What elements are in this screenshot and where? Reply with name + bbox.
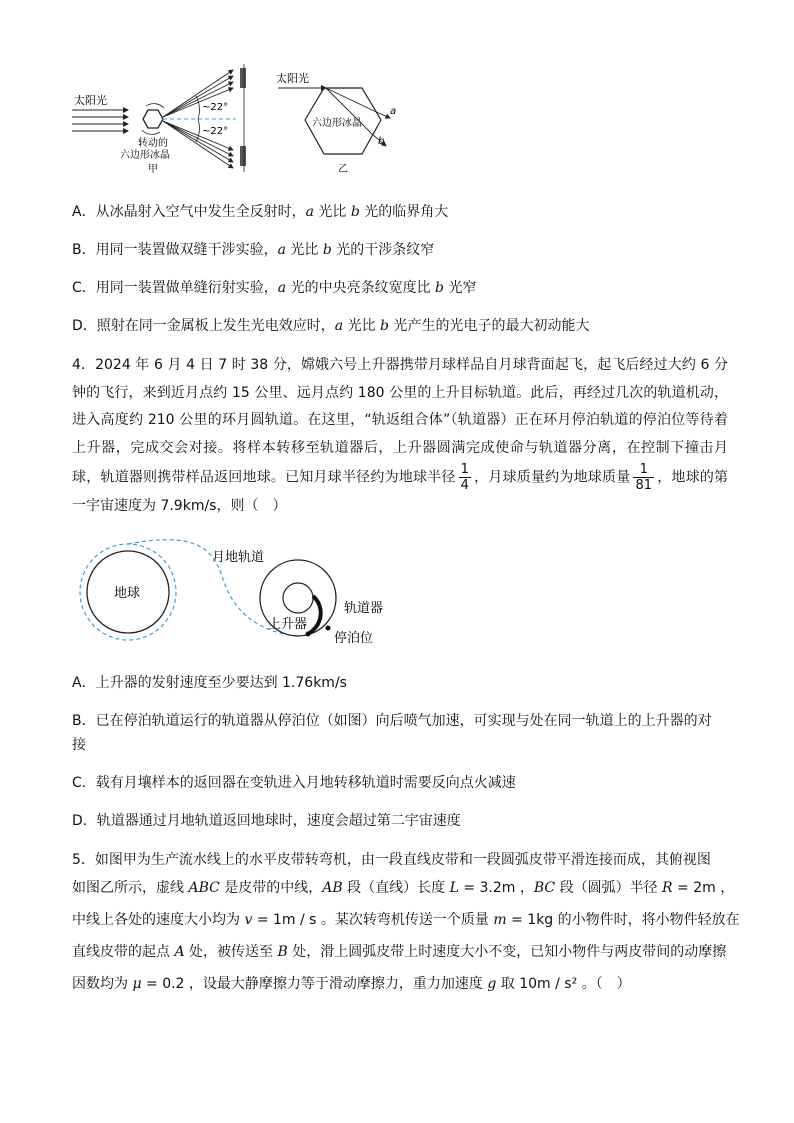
orbiter-label: 轨道器	[344, 601, 384, 616]
q4-option-c[interactable]: C．载有月壤样本的返回器在变轨进入月地转移轨道时需要反向点火减速	[72, 775, 516, 791]
ascender-label: 上升器	[268, 617, 308, 632]
rotating-hexagon-crystal	[143, 110, 163, 128]
fig1-sunlight-label-right: 太阳光	[276, 72, 309, 85]
fig1-angle-bottom: ~22°	[202, 126, 229, 137]
q5-line-1: 5．如图甲为生产流水线上的水平皮带转弯机，由一段直线皮带和一段圆弧皮带平滑连接而成，其俯视图	[72, 852, 711, 868]
q3-option-b[interactable]: B．用同一装置做双缝干涉实验，a 光比 b 光的干涉条纹窄	[72, 242, 435, 258]
q4-option-b-line1[interactable]: B．已在停泊轨道运行的轨道器从停泊位（如图）向后喷气加速，可实现与处在同一轨道上的上升器的对	[72, 713, 712, 729]
earth-label: 地球	[114, 586, 141, 601]
q4-option-d[interactable]: D．轨道器通过月地轨道返回地球时，速度会超过第二宇宙速度	[72, 813, 461, 829]
transfer-orbit-label: 月地轨道	[212, 550, 265, 565]
fig1-crystal-label-1: 转动的	[138, 138, 168, 149]
fig1-caption-jia: 甲	[148, 164, 158, 175]
figure-earth-moon-orbit	[72, 536, 412, 654]
q3-option-a[interactable]: A．从冰晶射入空气中发生全反射时，a 光比 b 光的临界角大	[72, 204, 449, 220]
fraction-one-quarter: $\frac{1}{4}$	[460, 462, 469, 493]
parking-label: 停泊位	[334, 631, 374, 646]
q4-option-a[interactable]: A．上升器的发射速度至少要达到 1.76km/s	[72, 675, 347, 691]
fig1-crystal-label-2: 六边形冰晶	[120, 150, 170, 161]
fig1-ray-a: a	[390, 106, 397, 117]
q5-line-3: 中线上各处的速度大小均为 v = 1m / s 。某次转弯机传送一个质量 m = 1kg 的小物件时，将小物件轻放在	[72, 912, 740, 928]
figure-ice-crystal	[68, 62, 408, 182]
ascender-trajectory	[308, 596, 321, 634]
q3-option-c[interactable]: C．用同一装置做单缝衍射实验，a 光的中央亮条纹宽度比 b 光窄	[72, 280, 477, 296]
fig1-crystal-label-right: 六边形冰晶	[312, 118, 362, 129]
fig1-sunlight-label-left: 太阳光	[74, 94, 107, 107]
q5-line-4: 直线皮带的起点 A 处，被传送至 B 处，滑上圆弧皮带上时速度大小不变，已知小物件与两皮带间的动摩擦	[72, 944, 727, 960]
fig1-caption-yi: 乙	[338, 164, 348, 175]
fig1-angle-top: ~22°	[202, 102, 229, 113]
q4-stem: 4．2024 年 6 月 4 日 7 时 38 分，嫦娥六号上升器携带月球样品自月球背面起飞，起飞后经过大约 6 分钟的飞行，来到近月点约 15 公里、远月点约 180 公里的上升目标轨道。此后，再经过几次的轨道机动，进入高度约 210 公里的环月圆轨道。在这里，“轨返组合体”（轨道器）正在环月停泊轨道的停泊位等待着上升器，完成交会对接。将样本转移至轨道器后，上升器圆满完成使命与轨道器分离，在控制下撞击月球，轨道器则携带样品返回地球。已知月球半径约为地球半径 $\frac{1}{4}$ ，月球质量约为地球质量 $\frac{1}{81}$ ，地球的第一宇宙速度为 7.9km/s，则（ ）	[72, 357, 729, 514]
fig1-ray-b: b	[378, 136, 385, 147]
moon-circle	[283, 583, 313, 613]
q4-option-b-line2[interactable]: 接	[72, 737, 86, 753]
q5-line-5: 因数均为 μ = 0.2 ，设最大静摩擦力等于滑动摩擦力，重力加速度 g 取 10m / s² 。（ ）	[72, 976, 631, 992]
q5-line-2: 如图乙所示，虚线 ABC 是皮带的中线，AB 段（直线）长度 L = 3.2m ，BC 段（圆弧）半径 R = 2m ，	[72, 880, 735, 896]
q3-option-d[interactable]: D．照射在同一金属板上发生光电效应时，a 光比 b 光产生的光电子的最大初动能大	[72, 318, 590, 334]
fraction-one-eighty-first: $\frac{1}{81}$	[635, 462, 652, 493]
